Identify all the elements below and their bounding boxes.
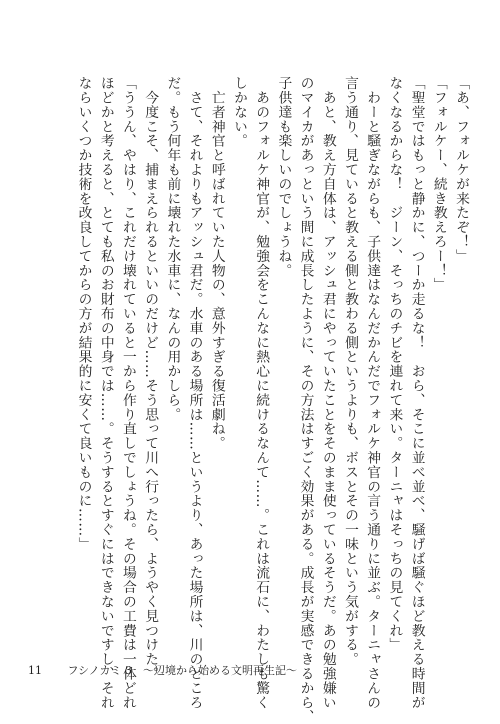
book-title: フシノカミ 3 ～辺境から始める文明再生記～: [67, 664, 298, 677]
text-line: わーと騒ぎながらも、子供達はなんだかんだでフォルケ神官の言う通りに並ぶ。ターニャさんの: [364, 76, 381, 710]
text-line: あのフォルケ神官が、勉強会をこんなに熱心に続けるなんて……。これは流石に、わたしも驚く: [253, 76, 270, 710]
text-line: 子供達も楽しいのでしょうね。: [275, 76, 292, 278]
text-line: さて、それよりもアッシュ君だ。水車のある場所は……というより、あった場所は、川のところ: [186, 76, 203, 710]
text-line: しかない。: [230, 76, 247, 148]
text-line: ほどかと考えると、とても私のお財布の中身では……。そうするとすぐにはできないですし、それ: [97, 76, 114, 710]
text-line: 「あ、フォルケが来たぞ！」: [453, 76, 469, 264]
text-line: だ。もう何年も前に壊れた水車に、なんの用かしら。: [164, 76, 181, 422]
text-line: 今度こそ、捕まえられるといいのだけど……そう思って川へ行ったら、ようやく見つけた。: [142, 76, 159, 681]
page-number: 11: [28, 664, 42, 677]
text-line: 亡者神官と呼ばれていた人物の、意外すぎる復活劇ね。: [208, 76, 225, 451]
text-line: ならいくつか技術を改良してからの方が結果的に安くて良いものに……」: [75, 76, 92, 552]
page-footer: [28, 662, 297, 678]
text-line: 「聖堂ではもっと静かに、つーか走るな！ おら、そこに並べ並べ、騒げば騒ぐほど教える時間が: [408, 76, 425, 710]
text-line: 「ううん、やはり、これだけ壊れていると一から作り直しでしょうね。その場合の工費は一体どれ: [119, 76, 136, 710]
text-line: なくなるからな！ ジーン、そっちのチビを連れて来い。ターニャはそっちの見てくれ」: [386, 76, 403, 652]
text-line: 「フォルケー、続き教えろー！」: [430, 76, 447, 292]
text-line: 言う通り、見ていると教える側と教わる側というよりも、ボスとその一味という気がする。: [341, 76, 358, 667]
text-line: のマイカがあっという間に成長したように、その方法はすごく効果がある。成長が実感できるから、: [297, 76, 314, 724]
text-line: あと、教え方自体は、アッシュ君にやっていたことをそのまま使っているそうだ。あの勉強嫌い: [319, 76, 336, 710]
